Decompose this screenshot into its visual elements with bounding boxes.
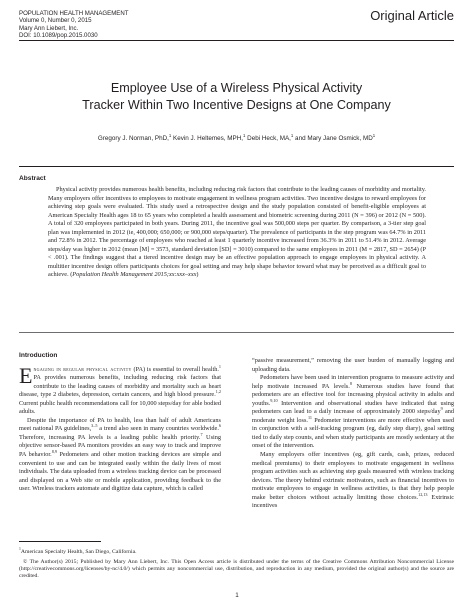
citation-ref: 11 [307,414,312,420]
intro-text: (PA) is essential to overall health. [131,365,219,373]
body-paragraph-0: “passive measurement,” removing the user burden of manually logging and uploading data. [252,357,454,373]
author-affil-ref: 1 [290,133,294,138]
author-name: Kevin J. Heltemes, MPH, [171,135,244,143]
drop-cap: E [19,362,33,388]
header-divider [19,40,454,41]
article-type-label: Original Article [370,8,454,23]
body-text: Extrinsic incentives [252,493,454,510]
author-affil-ref: 1 [168,133,172,138]
abstract-heading: Abstract [19,175,46,182]
journal-volume: Volume 0, Number 0, 2015 [19,17,92,25]
affiliation-footnote [19,546,137,556]
citation-ref: 9,10 [270,397,278,403]
abstract-text: Physical activity provides numerous health benefits, including reducing risk factors that contribute to the leading causes of morbidity and mortality. Many employers offer incentives to employees to motivate engagement in wellness program activities. Two incentive designs to reward employees for achieving step goals were evaluated. This study used a retrospective design and the study population consisted of benefit-eligible employees at American Specialty Health ages 18 to 65 years who completed a health assessment and biometric screening during 2011 (N = 396) or 2012 (N = 500). A total of 320 employees participated in both years. During 2011, the incentive goal was 500,000 steps per quarter. By comparison, a 3-tier step goal plan was implemented in 2012 (ie, 400,000; 650,000; or 900,000 steps/quarter). The prevalence of participants in the step program was 64.7% in 2011 and 72.8% in 2012. The percentage of employees who reached at least 1 quarterly incentive increased from 36.3% in 2011 to 51.4% in 2012. Average steps/day was higher in 2012 (mean [M] = 3573, standard deviation [SD] = 3010) compared to the same employees in 2011 (M = 2817, SD = 2654) (P < .001). The findings suggest that a tiered incentive design may be an effective population approach to engage employees in physical activity. A multitier incentive design offers participants choices for goal setting and may help shape behavior toward what may be perceived as a difficult goal to achieve. ( [48,186,426,279]
author-affil-ref: 1 [372,133,376,138]
citation-ref: 1 [218,363,221,369]
right-column [252,357,454,511]
citation-ref: 8 [349,380,352,386]
publisher: Mary Ann Liebert, Inc. [19,24,79,32]
body-text: Numerous studies have found that pedometers are an effective tool for increasing physical activity in adults and youths. [252,382,455,407]
citation-ref: 9 [440,406,443,412]
intro-text: a trend also seen in many countries worldwide. [97,425,219,433]
affiliation-text: American Specialty Health, San Diego, California. [20,548,137,555]
body-paragraph-2 [252,451,454,511]
author-name: Debi Heck, MA, [245,135,291,143]
author-name: Gregory J. Norman, PhD, [97,135,169,143]
abstract-body [48,186,426,280]
page-number: 1 [235,592,239,599]
author-affil-ref: 1 [243,133,246,138]
intro-paragraph-1 [19,362,221,417]
intro-smallcaps: ngaging in regular physical activity [33,365,132,373]
introduction-heading: Introduction [19,352,58,359]
body-text: and moderate weight loss. [252,408,454,424]
citation-ref: 6 [218,423,221,429]
citation-ref: 7 [200,431,203,437]
journal-name: POPULATION HEALTH MANAGEMENT [19,10,129,17]
intro-text: Pedometers and other motion tracking devices are simple and convenient to use and can be integrated easily within the daily lives of most individuals. The data uploaded from a wireless tracking device can be processed and displayed on a Web site or mobile application, providing feedback to the user. Wireless trackers automate and digitize data capture, which is called [19,451,221,493]
author-name: and Mary Jane Osmick, MD [293,135,373,143]
title-line-2: Tracker Within Two Incentive Designs at One Company [82,98,391,112]
title-line-1: Employee Use of a Wireless Physical Activity [110,81,363,95]
affil-marker: 1 [19,547,21,551]
body-text: Pedometers have been used in intervention programs to measure activity and help motivate increased PA levels. [252,374,454,390]
intro-text: Using objective sensor-based PA monitors provides an easy way to track and improve PA behavior. [19,433,221,459]
body-text: Pedometer interventions are more effective when used in conjunction with a self-tracking program (eg, daily step diary), goal setting tied to daily step counts, and when study participants are mostly sedentary at the onset of the intervention. [252,416,454,450]
article-title [19,80,454,114]
doi: DOI: 10.1089/pop.2015.0030 [19,31,98,39]
abstract-citation: Population Health Management 2015;xx:xxx–xxx [72,271,197,279]
abstract-divider [19,332,454,333]
abstract-close: ) [196,271,199,279]
body-paragraph-1 [252,374,454,451]
body-text: Many employers offer incentives (eg, gift cards, cash, prizes, reduced medical premiums) to their employees to motivate engagement in wellness program activities such as achieving step goals measured with wireless tracking devices. The theory behind extrinsic motivators, such as financial incentives to motivate employees to engage in wellness activities, is that they help people make better choices without actually limiting those choices. [252,451,454,501]
left-column [19,352,221,494]
body-text: Intervention and observational studies have indicated that using pedometers can lead to a daily increase of approximately 2000 steps/day [252,399,454,416]
intro-paragraph-2 [19,417,221,494]
intro-text: Despite the importance of PA to health, less than half of adult Americans meet national PA guidelines, [19,416,221,433]
copyright-notice: © The Author(s) 2015; Published by Mary Ann Liebert, Inc. This Open Access article is distributed under the terms of the Creative Commons Attribution Noncommercial License (http://creativecommons.org/licenses/by-nc/4.0/) which permits any noncommercial use, distribution, and reproduction in any medium, provided the original author(s) and the source are credited. [19,559,454,579]
intro-text: Current public health recommendations call for 10,000 steps/day for able bodied adults. [19,399,221,416]
intro-text: Therefore, increasing PA levels is a leading public health priority. [19,433,201,441]
citation-ref: 3–5 [91,423,98,429]
footnote-divider [19,541,101,542]
authors-divider [19,166,454,167]
citation-ref: 12,13 [418,491,428,497]
citation-ref: 1,2 [215,389,221,395]
intro-text: PA provides numerous benefits, including reducing risk factors that contribute to the leading causes of morbidity and mortality such as heart disease, type 2 diabetes, depression, certain cancers, and high blood pressure. [19,374,221,399]
citation-ref: 8,9 [51,448,57,454]
journal-info [19,10,128,39]
author-list [19,133,454,142]
